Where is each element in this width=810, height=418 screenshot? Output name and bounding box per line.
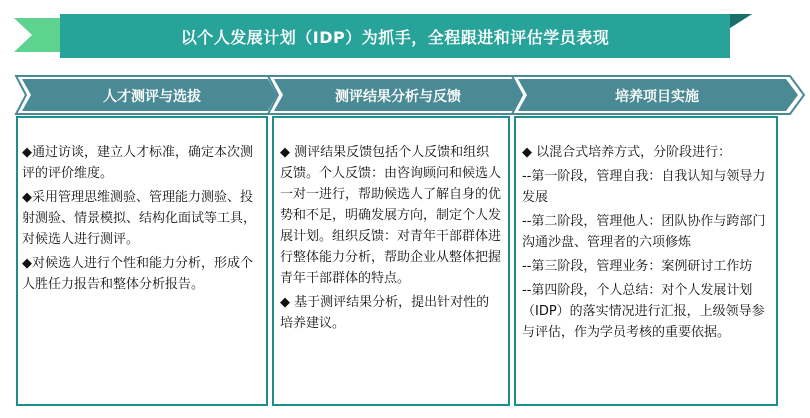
column-box-training (514, 116, 778, 406)
feedback-point-2: ◆ 基于测评结果分析，提出针对性的培养建议。 (280, 295, 490, 331)
assessment-point-2: ◆采用管理思维测验、管理能力测验、投射测验、情景模拟、结构化面试等工具，对候选人进行测评。 (22, 190, 257, 247)
training-stage-1: --第一阶段，管理自我：自我认知与领导力发展 (522, 169, 766, 205)
training-stage-3: --第三阶段，管理业务：案例研讨工作坊 (522, 259, 753, 274)
column-title-feedback: 测评结果分析与反馈 (335, 89, 461, 105)
banner-title: 以个人发展计划（IDP）为抓手，全程跟进和评估学员表现 (180, 27, 610, 47)
assessment-point-3: ◆对候选人进行个性和能力分析，形成个人胜任力报告和整体分析报告。 (22, 256, 253, 292)
banner-ribbon-tail (14, 18, 60, 52)
banner-fold (730, 14, 752, 28)
column-title-assessment: 人才测评与选拔 (103, 89, 201, 105)
feedback-point-1: ◆ 测评结果反馈包括个人反馈和组织反馈。个人反馈：由咨询顾问和候选人一对一进行，帮助候选人了解自身的优势和不足，明确发展方向，制定个人发展计划。组织反馈：对青年干部群体进行整体能力分析，帮助企业从整体把握青年干部群体的特点。 (280, 145, 502, 286)
column-box-feedback (272, 116, 510, 406)
column-box-assessment (16, 116, 268, 406)
training-stage-4: --第四阶段，个人总结：对个人发展计划（IDP）的落实情况进行汇报，上级领导参与评估，作为学员考核的重要依据。 (522, 283, 765, 340)
column-title-training: 培养项目实施 (615, 89, 699, 105)
training-stage-2: --第二阶段，管理他人：团队协作与跨部门沟通沙盘、管理者的六项修炼 (522, 214, 766, 250)
assessment-point-1: ◆通过访谈，建立人才标准，确定本次测评的评价维度。 (22, 145, 253, 181)
training-intro: ◆ 以混合式培养方式，分阶段进行： (522, 145, 732, 160)
